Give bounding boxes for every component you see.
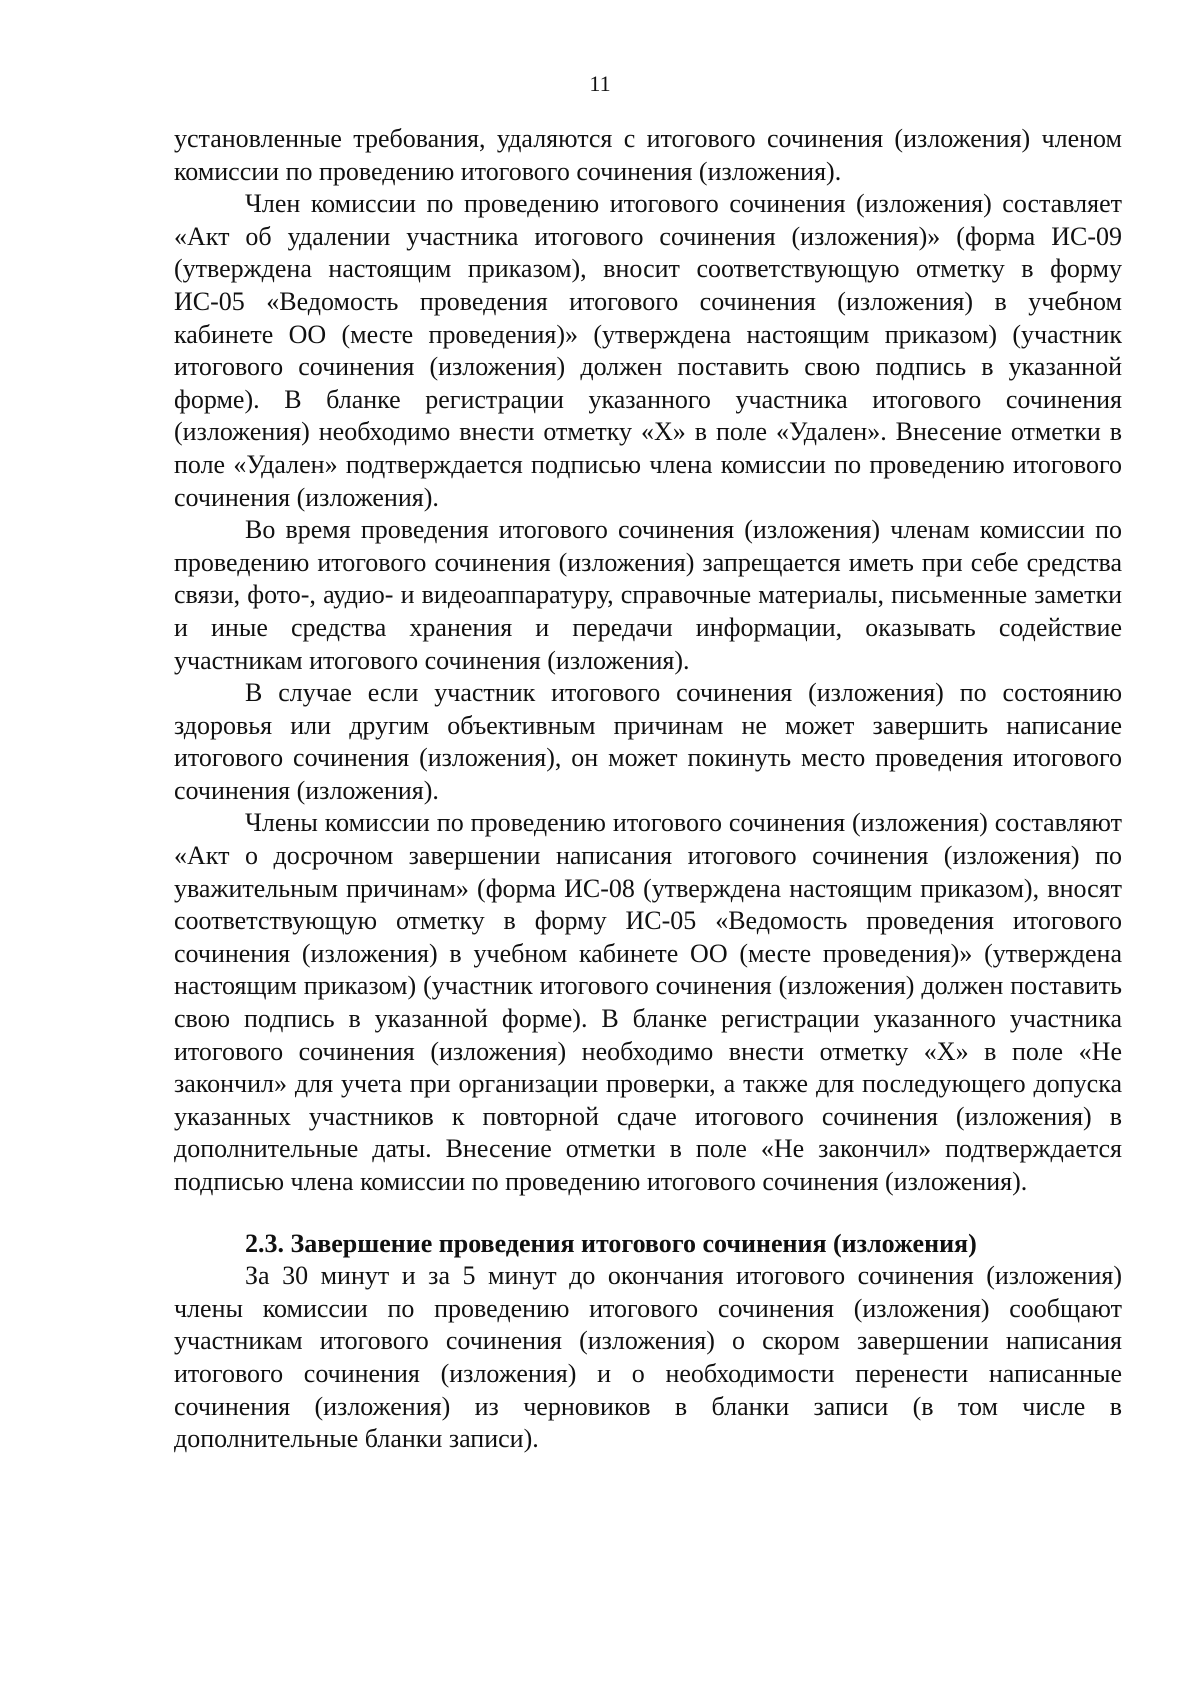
- document-body: [174, 123, 1122, 1456]
- paragraph-removal-act: Член комиссии по проведению итогового сочинения (изложения) составляет «Акт об удалении участника итогового сочинения (изложения)» (форма ИС-09 (утверждена настоящим приказом), вносит соответствующую отметку в форму ИС-05 «Ведомость проведения итогового сочинения (изложения) в учебном кабинете ОО (месте проведения)» (утверждена настоящим приказом) (участник итогового сочинения (изложения) должен поставить свою подпись в указанной форме). В бланке регистрации указанного участника итогового сочинения (изложения) необходимо внести отметку «Х» в поле «Удален». Внесение отметки в поле «Удален» подтверждается подписью члена комиссии по проведению итогового сочинения (изложения).: [174, 189, 1122, 512]
- section-heading: 2.3. Завершение проведения итогового сочинения (изложения): [245, 1228, 977, 1258]
- paragraph-early-completion-act: Члены комиссии по проведению итогового сочинения (изложения) составляют «Акт о досрочном завершении написания итогового сочинения (изложения) по уважительным причинам» (форма ИС-08 (утверждена настоящим приказом), вносят соответствующую отметку в форму ИС-05 «Ведомость проведения итогового сочинения (изложения) в учебном кабинете ОО (месте проведения)» (утверждена настоящим приказом) (участник итогового сочинения (изложения) должен поставить свою подпись в указанной форме). В бланке регистрации указанного участника итогового сочинения (изложения) необходимо внести отметку «Х» в поле «Не закончил» для учета при организации проверки, а также для последующего допуска указанных участников к повторной сдаче итогового сочинения (изложения) в дополнительные даты. Внесение отметки в поле «Не закончил» подтверждается подписью члена комиссии по проведению итогового сочинения (изложения).: [174, 808, 1122, 1196]
- paragraph-continuation: установленные требования, удаляются с итогового сочинения (изложения) членом комиссии по проведению итогового сочинения (изложения).: [174, 124, 1122, 186]
- paragraph-commission-prohibitions: Во время проведения итогового сочинения (изложения) членам комиссии по проведению итогового сочинения (изложения) запрещается иметь при себе средства связи, фото-, аудио- и видеоаппаратуру, справочные материалы, письменные заметки и иные средства хранения и передачи информации, оказывать содействие участникам итогового сочинения (изложения).: [174, 515, 1122, 675]
- paragraph-completion-notice: За 30 минут и за 5 минут до окончания итогового сочинения (изложения) члены комиссии по проведению итогового сочинения (изложения) сообщают участникам итогового сочинения (изложения) о скором завершении написания итогового сочинения (изложения) и о необходимости перенести написанные сочинения (изложения) из черновиков в бланки записи (в том числе в дополнительные бланки записи).: [174, 1261, 1122, 1454]
- page-number: 11: [589, 71, 611, 96]
- paragraph-health-reasons: В случае если участник итогового сочинения (изложения) по состоянию здоровья или другим объективным причинам не может завершить написание итогового сочинения (изложения), он может покинуть место проведения итогового сочинения (изложения).: [174, 678, 1122, 805]
